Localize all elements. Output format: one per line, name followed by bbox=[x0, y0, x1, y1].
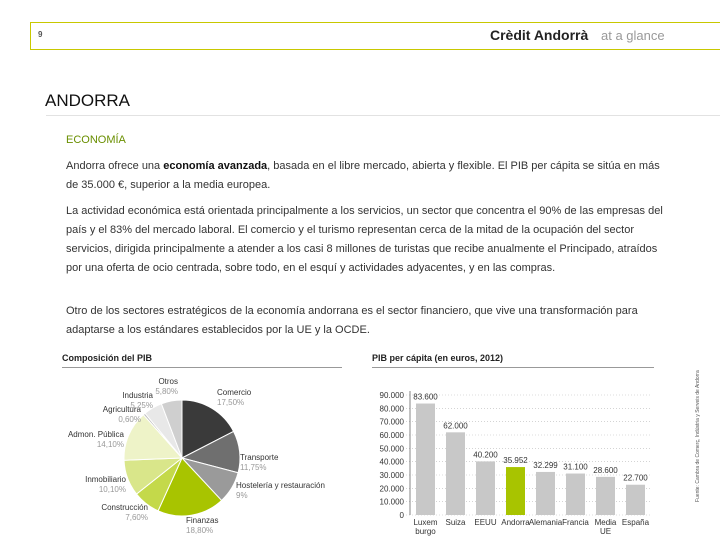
pie-slice-label: Inmobiliario bbox=[85, 475, 126, 484]
paragraph-1-end: , basada en el libre mercado, abierta y flexible. El PIB per cápita se sitúa en más de 35.000 €, superior a la media europea. bbox=[66, 160, 660, 191]
bar-value-label: 83.600 bbox=[413, 392, 438, 402]
paragraph-3: Otro de los sectores estratégicos de la economía andorrana es el sector financiero, que vive una transformación para adaptarse a los estándares establecidos por la UE y la OCDE. bbox=[66, 305, 638, 336]
bar-rect bbox=[416, 404, 435, 515]
bar-y-tick-label: 10.000 bbox=[379, 497, 404, 507]
bar-value-label: 62.000 bbox=[443, 421, 468, 431]
pie-slice-label: Admon. Pública bbox=[67, 430, 124, 439]
pie-slice-label: Agricultura bbox=[102, 405, 141, 414]
brand-logo-text: Crèdit Andorrà bbox=[490, 27, 589, 43]
bar-category-label: burgo bbox=[415, 527, 436, 536]
bar-category-label: Media bbox=[594, 518, 617, 527]
page-title: ANDORRA bbox=[45, 91, 131, 110]
bar-value-label: 22.700 bbox=[623, 473, 648, 483]
bar-rect bbox=[626, 485, 645, 515]
pie-slice-value: 5,80% bbox=[155, 387, 178, 396]
pie-slice-value: 5,25% bbox=[130, 401, 153, 410]
source-note: Fuente: Cambra de Comerç, Indústria y Serveis de Andorra bbox=[695, 370, 701, 502]
bar-y-tick-label: 40.000 bbox=[379, 457, 404, 467]
bar-category-label: UE bbox=[599, 527, 612, 536]
bar-category-label: Andorra bbox=[501, 518, 530, 527]
bar-category-label: EEUU bbox=[474, 518, 497, 527]
bar-category-label: Alemania bbox=[528, 518, 563, 527]
bar-rect bbox=[596, 477, 615, 515]
bar-y-tick-label: 30.000 bbox=[379, 471, 404, 480]
pie-chart-title: Composición del PIB bbox=[62, 353, 153, 363]
bar-value-label: 40.200 bbox=[473, 450, 498, 460]
bar-rect bbox=[566, 474, 585, 515]
pie-slice-value: 7,60% bbox=[125, 513, 148, 522]
bar-rect bbox=[506, 467, 525, 515]
pie-slice-value: 14,10% bbox=[96, 440, 124, 449]
bar-y-tick-label: 60.000 bbox=[379, 431, 404, 440]
bar-category-label: España bbox=[621, 518, 650, 527]
pie-slice-label: Construcción bbox=[101, 503, 148, 512]
paragraph-1-bold: economía avanzada bbox=[163, 160, 268, 172]
bar-rect bbox=[476, 461, 495, 515]
pie-slice-value: 17,50% bbox=[217, 398, 245, 407]
bar-y-tick-label: 20.000 bbox=[379, 484, 404, 494]
section-title: ECONOMÍA bbox=[66, 134, 126, 146]
bar-y-tick-label: 90.000 bbox=[379, 391, 404, 400]
pie-slice-label: Hostelería y restauración bbox=[236, 481, 325, 490]
bar-rect bbox=[536, 472, 555, 515]
brand-tagline: at a glance bbox=[601, 28, 665, 43]
bar-value-label: 35.952 bbox=[503, 456, 528, 466]
bar-value-label: 32.299 bbox=[533, 460, 558, 470]
pie-slice-value: 11,75% bbox=[240, 463, 267, 472]
bar-category-label: Luxem bbox=[413, 518, 438, 527]
bar-chart-title: PIB per cápita (en euros, 2012) bbox=[372, 353, 504, 363]
paragraph-2: La actividad económica está orientada principalmente a los servicios, un sector que concentra el 90% de las empresas del país y el 83% del mercado laboral. El comercio y el turismo representan cerca de la mitad de la ocupación del sector servicios, dirigida principalmente a atender a los casi 8 millones de turistas que recibe anualmente el Principado, atraídos por una oferta de ocio centrada, sobre todo, en el esquí y actividades adyacentes, y en las compras. bbox=[66, 205, 663, 274]
pie-slice-label: Otros bbox=[158, 377, 178, 386]
bar-y-tick-label: 80.000 bbox=[379, 404, 404, 414]
pie-slice-label: Transporte bbox=[240, 453, 279, 462]
paragraph-1-start: Andorra ofrece una bbox=[66, 160, 164, 172]
pie-slice-value: 9% bbox=[236, 491, 248, 500]
bar-category-label: Francia bbox=[562, 518, 589, 527]
pie-slice-label: Comercio bbox=[217, 388, 252, 397]
bar-rect bbox=[446, 432, 465, 515]
bar-y-tick-label: 50.000 bbox=[379, 444, 404, 454]
pie-slice-value: 18,80% bbox=[186, 526, 214, 535]
bar-y-tick-label: 0 bbox=[399, 511, 404, 520]
pie-slice-value: 10,10% bbox=[98, 485, 126, 494]
bar-category-label: Suiza bbox=[445, 518, 466, 527]
pie-slice-label: Finanzas bbox=[186, 516, 219, 525]
bar-value-label: 31.100 bbox=[563, 462, 588, 472]
pie-slice-label: Industria bbox=[122, 391, 153, 400]
pie-slice-value: 0,60% bbox=[118, 415, 141, 424]
page-number: 9 bbox=[38, 30, 43, 39]
bar-value-label: 28.600 bbox=[593, 465, 618, 475]
bar-y-tick-label: 70.000 bbox=[379, 417, 404, 427]
